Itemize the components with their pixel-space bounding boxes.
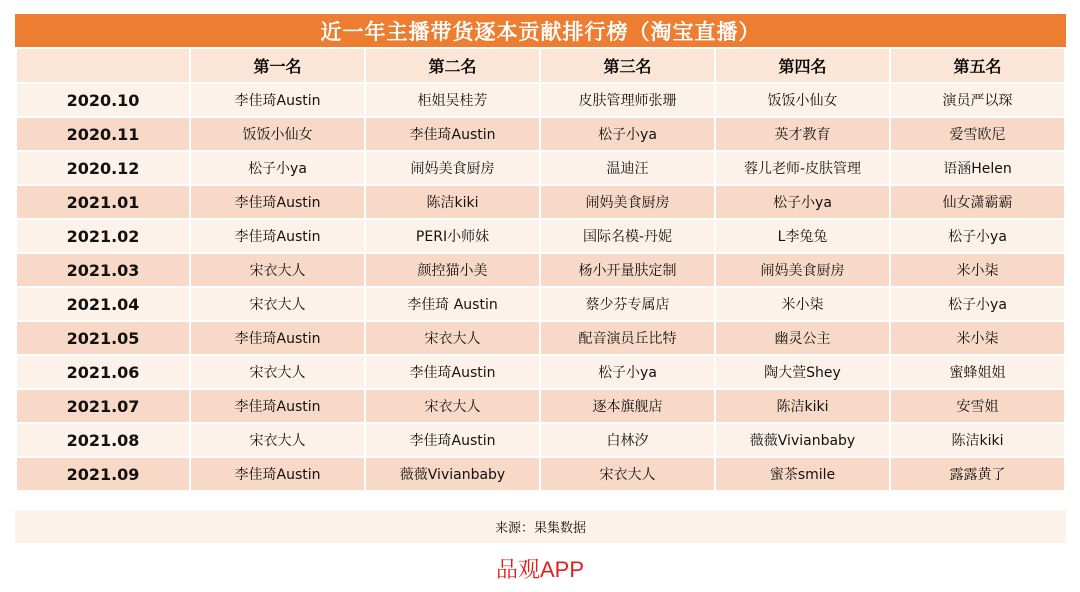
rank-2-cell: 宋衣大人 xyxy=(365,389,540,423)
table-row xyxy=(16,117,1065,151)
rank-1-cell: 李佳琦Austin xyxy=(190,83,365,117)
table-title: 近一年主播带货逐本贡献排行榜（淘宝直播） xyxy=(15,14,1066,47)
table-row xyxy=(16,321,1065,355)
row-month: 2021.01 xyxy=(16,185,190,219)
row-month: 2021.03 xyxy=(16,253,190,287)
rank-4-cell: 陶大萱Shey xyxy=(715,355,890,389)
row-month: 2020.11 xyxy=(16,117,190,151)
rank-4-cell: 陈洁kiki xyxy=(715,389,890,423)
header-rank-1: 第一名 xyxy=(190,48,365,83)
source-note: 来源：果集数据 xyxy=(15,510,1066,543)
rank-3-cell: 杨小开量肤定制 xyxy=(540,253,715,287)
rank-1-cell: 李佳琦Austin xyxy=(190,219,365,253)
row-month: 2021.05 xyxy=(16,321,190,355)
rank-1-cell: 李佳琦Austin xyxy=(190,389,365,423)
rank-4-cell: 松子小ya xyxy=(715,185,890,219)
rank-2-cell: PERI小师妹 xyxy=(365,219,540,253)
table-row xyxy=(16,253,1065,287)
row-month: 2021.06 xyxy=(16,355,190,389)
rank-5-cell: 露露黄了 xyxy=(890,457,1065,491)
table-row xyxy=(16,355,1065,389)
rank-3-cell: 白林汐 xyxy=(540,423,715,457)
row-month: 2020.10 xyxy=(16,83,190,117)
table-row xyxy=(16,83,1065,117)
row-month: 2021.07 xyxy=(16,389,190,423)
rank-5-cell: 语涵Helen xyxy=(890,151,1065,185)
table-row xyxy=(16,389,1065,423)
rank-2-cell: 颜控猫小美 xyxy=(365,253,540,287)
rank-4-cell: 幽灵公主 xyxy=(715,321,890,355)
header-rank-3: 第三名 xyxy=(540,48,715,83)
rank-2-cell: 李佳琦 Austin xyxy=(365,287,540,321)
rank-5-cell: 蜜蜂姐姐 xyxy=(890,355,1065,389)
rank-1-cell: 宋衣大人 xyxy=(190,253,365,287)
header-rank-5: 第五名 xyxy=(890,48,1065,83)
rank-5-cell: 松子小ya xyxy=(890,219,1065,253)
rank-2-cell: 李佳琦Austin xyxy=(365,423,540,457)
rank-4-cell: 蓉儿老师-皮肤管理 xyxy=(715,151,890,185)
header-month xyxy=(16,48,190,83)
rank-2-cell: 李佳琦Austin xyxy=(365,355,540,389)
rank-5-cell: 米小柒 xyxy=(890,253,1065,287)
rank-3-cell: 蔡少芬专属店 xyxy=(540,287,715,321)
rank-3-cell: 温迪汪 xyxy=(540,151,715,185)
row-month: 2021.04 xyxy=(16,287,190,321)
rank-4-cell: 闹妈美食厨房 xyxy=(715,253,890,287)
rank-2-cell: 闹妈美食厨房 xyxy=(365,151,540,185)
table-row xyxy=(16,185,1065,219)
table-row xyxy=(16,219,1065,253)
rank-1-cell: 宋衣大人 xyxy=(190,423,365,457)
rank-3-cell: 皮肤管理师张珊 xyxy=(540,83,715,117)
rank-1-cell: 宋衣大人 xyxy=(190,287,365,321)
rank-3-cell: 配音演员丘比特 xyxy=(540,321,715,355)
rank-5-cell: 陈洁kiki xyxy=(890,423,1065,457)
rank-3-cell: 逐本旗舰店 xyxy=(540,389,715,423)
rank-4-cell: 英才教育 xyxy=(715,117,890,151)
rank-5-cell: 米小柒 xyxy=(890,321,1065,355)
watermark-logo: 品观APP xyxy=(495,556,585,582)
rank-1-cell: 饭饭小仙女 xyxy=(190,117,365,151)
rank-3-cell: 闹妈美食厨房 xyxy=(540,185,715,219)
rank-5-cell: 演员严以琛 xyxy=(890,83,1065,117)
row-month: 2021.09 xyxy=(16,457,190,491)
rank-4-cell: 薇薇Vivianbaby xyxy=(715,423,890,457)
rank-5-cell: 松子小ya xyxy=(890,287,1065,321)
rank-5-cell: 安雪姐 xyxy=(890,389,1065,423)
row-month: 2021.08 xyxy=(16,423,190,457)
rank-4-cell: L李兔兔 xyxy=(715,219,890,253)
rank-3-cell: 宋衣大人 xyxy=(540,457,715,491)
rank-4-cell: 米小柒 xyxy=(715,287,890,321)
rank-2-cell: 陈洁kiki xyxy=(365,185,540,219)
table-row xyxy=(16,151,1065,185)
rank-3-cell: 松子小ya xyxy=(540,355,715,389)
rank-1-cell: 宋衣大人 xyxy=(190,355,365,389)
header-row xyxy=(16,48,1065,83)
header-rank-4: 第四名 xyxy=(715,48,890,83)
rank-1-cell: 松子小ya xyxy=(190,151,365,185)
rank-5-cell: 仙女潇霸霸 xyxy=(890,185,1065,219)
rank-4-cell: 饭饭小仙女 xyxy=(715,83,890,117)
table-row xyxy=(16,287,1065,321)
rank-3-cell: 松子小ya xyxy=(540,117,715,151)
rank-4-cell: 蜜茶smile xyxy=(715,457,890,491)
header-rank-2: 第二名 xyxy=(365,48,540,83)
rank-2-cell: 柜姐吴桂芳 xyxy=(365,83,540,117)
table-row xyxy=(16,457,1065,491)
rank-2-cell: 李佳琦Austin xyxy=(365,117,540,151)
rank-5-cell: 爱雪欧尼 xyxy=(890,117,1065,151)
row-month: 2021.02 xyxy=(16,219,190,253)
ranking-table xyxy=(15,47,1066,492)
table-row xyxy=(16,423,1065,457)
rank-1-cell: 李佳琦Austin xyxy=(190,457,365,491)
row-month: 2020.12 xyxy=(16,151,190,185)
rank-2-cell: 宋衣大人 xyxy=(365,321,540,355)
rank-3-cell: 国际名模-丹妮 xyxy=(540,219,715,253)
rank-1-cell: 李佳琦Austin xyxy=(190,321,365,355)
rank-1-cell: 李佳琦Austin xyxy=(190,185,365,219)
rank-2-cell: 薇薇Vivianbaby xyxy=(365,457,540,491)
